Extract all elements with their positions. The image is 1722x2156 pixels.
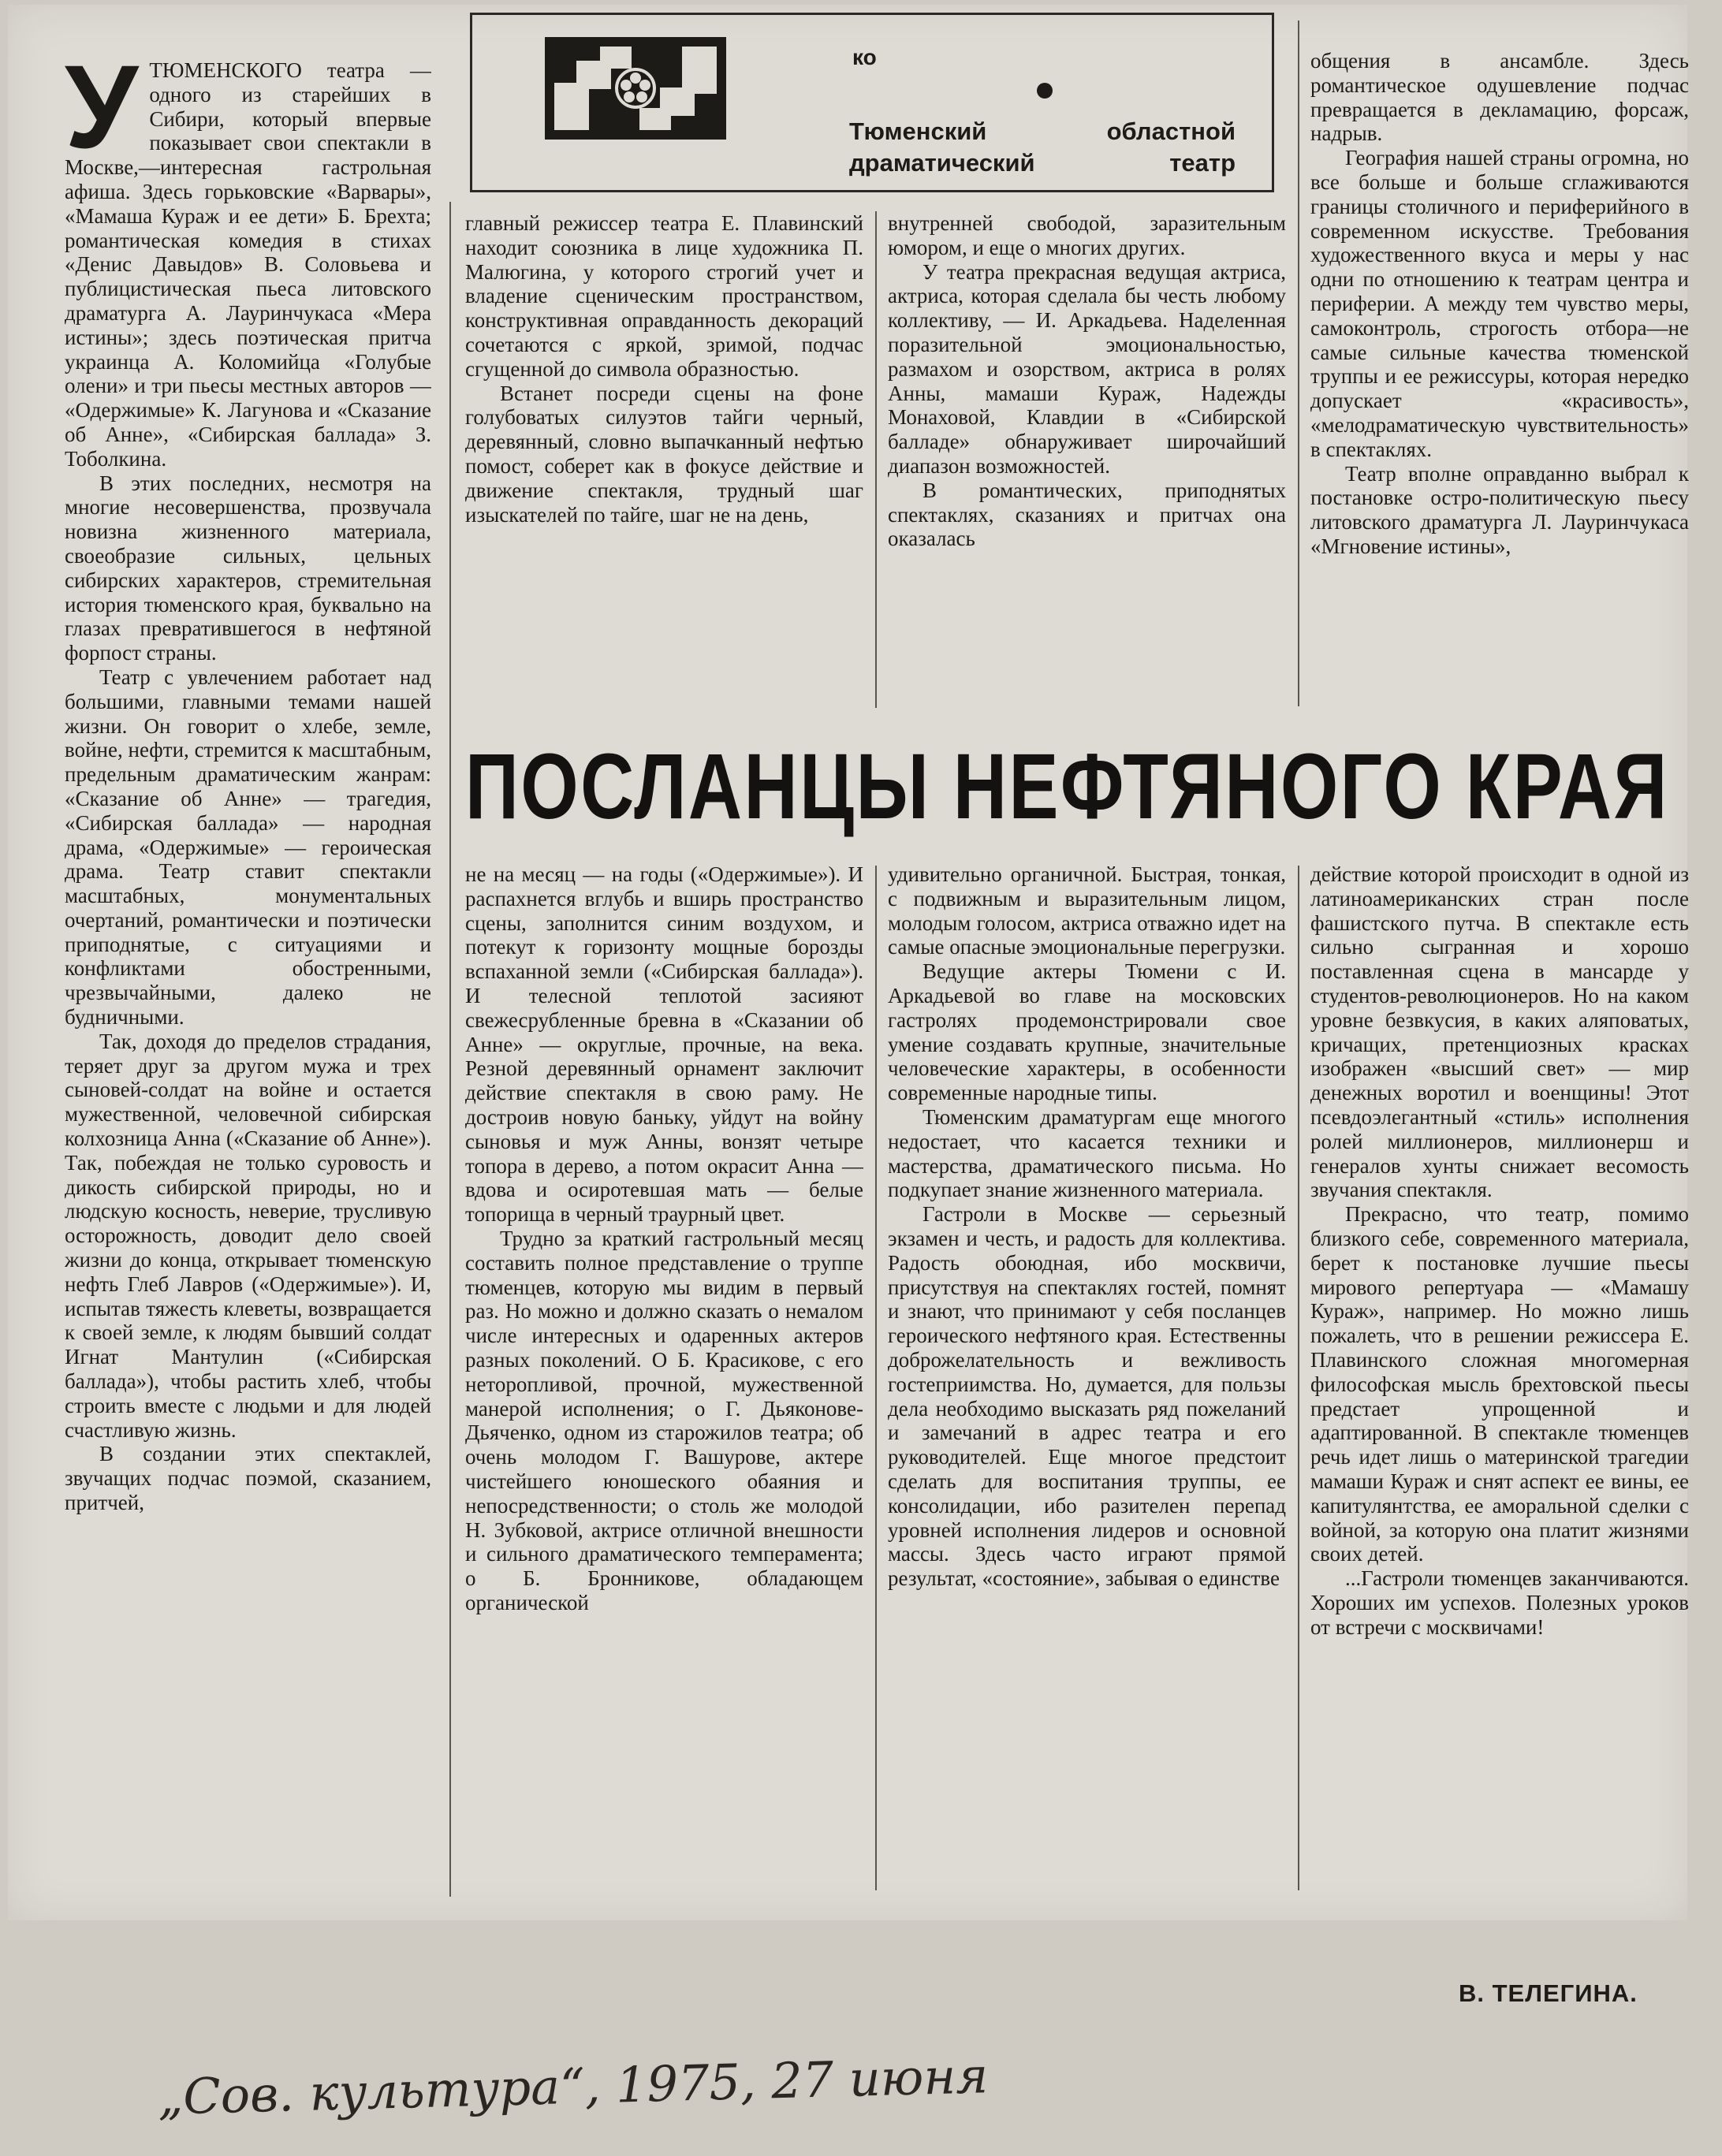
paragraph: Театр вполне оправданно выбрал к постановке остро-политическую пьесу литовского драматурга Л. Лауринчукаса «Мгновение истины», [1310,461,1689,558]
paragraph: Гастроли в Москве — серьезный экзамен и честь, и радость для коллектива. Радость обоюдная, ибо москвичи, присутствуя на спектаклях гостей, помнят и знают, что принимают у себя посланцев героического нефтяного края. Естественны доброжелательность и вежливость гостеприимства. Но, думается, для пользы дела необходимо высказать ряд пожеланий и замечаний в адрес театра и его руководителей. Еще многое предстоит сделать для воспитания труппы, ее консолидации, ибо разителен перепад уровней исполнения лидеров и основной массы. Здесь часто играют прямой результат, «состояние», забывая о единстве [888,1202,1286,1591]
paragraph: не на месяц — на годы («Одержимые»). И распахнется вглубь и вширь пространство сцены, заполнится синим воздухом, и потекут к горизонту мощные борозды вспаханной земли («Сибирская баллада»). И телесной теплотой засияют свежесрубленные бревна в «Сказании об Анне» — округлые, прочные, на века. Резной деревянный орнамент заключит действие спектакля в свою раму. Не достроив новую баньку, уйдут на войну сыновья и муж Анны, вонзят четыре топора в дерево, а потом окрасит Анна — вдова и осиротевшая мать — белые топорища в черный траурный цвет. [465,862,863,1227]
paragraph: В этих последних, несмотря на многие несовершенства, прозвучала новизна жизненного материала, своеобразие сильных, цельных сибирских характеров, стремительная история тюменского края, буквально на глазах превратившегося в нефтяной форпост страны. [65,471,431,665]
paragraph: Трудно за краткий гастрольный месяц составить полное представление о труппе тюменцев, которую мы видим в первый раз. Но можно и должно сказать о немалом числе интересных и одаренных актеров разных поколений. О Б. Красикове, с его неторопливой, прочной, мужественной манерой исполнения; о Г. Дьяконове-Дьяченко, одном из старожилов театра; об очень молодом Г. Вашурове, актере чистейшего юношеского обаяния и непосредственности; о столь же молодой Н. Зубковой, актрисе отличной внешности и сильного драматического темперамента; о Б. Бронникове, обладающем органической [465,1226,863,1614]
article-column-3 [888,211,1286,716]
paragraph: Встанет посреди сцены на фоне голубоватых силуэтов тайги черный, деревянный, словно выпачканный нефтью помост, соберет как в фокусе действие и движение спектакля, трудный шаг изыскателей по тайге, шаг не на день, [465,381,863,527]
article-column-1 [65,58,431,1899]
header-box [470,13,1274,192]
paragraph: В романтических, приподнятых спектаклях, сказаниях и притчах она оказалась [888,478,1286,551]
article-headline: ПОСЛАНЦЫ НЕФТЯНОГО КРАЯ [465,735,1669,839]
column-rule [1298,866,1299,1890]
paragraph: ...Гастроли тюменцев заканчиваются. Хороших им успехов. Полезных уроков от встречи с москвичами! [1310,1566,1689,1639]
paragraph: удивительно органичной. Быстрая, тонкая, с подвижным и выразительным лицом, молодым голосом, актриса отважно идет на самые опасные эмоциональные перегрузки. [888,862,1286,959]
paragraph: ТЮМЕНСКОГО театра — одного из старейших в Сибири, который впервые показывает свои спектакли в Москве,—интересная гастрольная афиша. Здесь горьковские «Варвары», «Мамаша Кураж и ее дети» Б. Брехта; романтическая комедия в стихах «Денис Давыдов» В. Соловьева и публицистическая пьеса литовского драматурга А. Лауринчукаса «Мера истины»; здесь поэтическая притча украинца А. Коломийца «Голубые олени» и три пьесы местных авторов — «Одержимые» К. Лагунова и «Сказание об Анне», «Сибирская баллада» З. Тоболкина. [65,58,431,471]
bullet-icon [1037,83,1053,99]
paragraph: Так, доходя до пределов страдания, теряет друг за другом мужа и трех сыновей-солдат на войне и остается мужественной, человечной сибирская колхозница Анна («Сказание об Анне»). Так, побеждая не только суровость и дикость сибирской природы, но и людскую косность, неверие, трусливую осторожность, доводит дело своей жизни до конца, открывает тюменскую нефть Глеб Лавров («Одержимые»). И, испытав тяжесть клеветы, возвращается к своей земле, к людям бывший солдат Игнат Мантулин («Сибирская баллада»), чтобы растить хлеб, чтобы строить вместе с людьми и для людей счастливую жизнь. [65,1029,431,1442]
article-column-2 [465,211,863,716]
author-signature: В. ТЕЛЕГИНА. [1459,1979,1638,2007]
handwritten-source-note: „Сов. культура“, 1975, 27 июня [157,2046,990,2126]
paragraph: Тюменским драматургам еще многого недостает, что касается техники и мастерства, драматического письма. Но подкупает знание жизненного материала. [888,1104,1286,1202]
paragraph: главный режиссер театра Е. Плавинский находит союзника в лице художника П. Малюгина, у которого строгий учет и владение сценическим пространством, конструктивная оправданность декораций сочетаются с яркой, зримой, подчас сгущенной до символа образностью. [465,211,863,381]
paragraph: География нашей страны огромна, но все больше и больше сглаживаются границы столичного и периферийного в современном искусстве. Требования художественного вкуса и меры у нас одни по отношению к театрам центра и периферии. А между тем чувство меры, самоконтроль, строгость отбора—не самые сильные качества тюменской труппы и ее режиссуры, которая нередко допускает «красивость», «мелодраматическую чувствительность» в спектаклях. [1310,146,1689,461]
newspaper-clipping [8,5,1689,2007]
column-rule [875,211,877,708]
paragraph: Ведущие актеры Тюмени с И. Аркадьевой во главе на московских гастролях продемонстрировали свое умение создавать крупные, значительные человеческие характеры, в особенности современные народные типы. [888,959,1286,1105]
paragraph: У театра прекрасная ведущая актриса, актриса, которая сделала бы честь любому коллективу, — И. Аркадьева. Наделенная поразительной эмоциональностью, размахом и озорством, актриса в ролях Анны, мамаши Кураж, Надежды Монаховой, Клавдии в «Сибирской балладе» обнаруживает широчайший диапазон возможностей. [888,259,1286,478]
paragraph: общения в ансамбле. Здесь романтическое одушевление подчас превращается в декламацию, форсаж, надрыв. [1310,49,1689,146]
header-fragment: ко [852,45,877,69]
column-rule [875,866,877,1890]
column-rule [449,202,451,1897]
article-column-4-continued [1310,862,1689,1899]
column-rule [1298,20,1299,706]
drop-cap: У [65,58,139,173]
paragraph: Театр с увлечением работает над большими, главными темами нашей жизни. Он говорит о хлебе, земле, войне, нефти, стремится к масштабным, предельным драматическим жанрам: «Сказание об Анне» — трагедия, «Сибирская баллада» — народная драма, «Одержимые» — героическая драма. Театр ставит спектакли масштабных, монументальных очертаний, романтически и поэтически приподнятые, с ситуациями и конфликтами обостренными, чрезвычайными, далеко не будничными. [65,665,431,1030]
article-column-2-continued [465,862,863,1899]
article-column-3-continued [888,862,1286,1899]
ornament-logo [545,37,726,140]
paragraph: внутренней свободой, заразительным юмором, и еще о многих других. [888,211,1286,259]
paragraph: действие которой происходит в одной из латиноамериканских стран после фашистского путча. В спектакле есть сильно сыгранная и хорошо поставленная сцена в мансарде у студентов-революционеров. Но на каком уровне безвкусия, в каких аляповатых, кричащих, претенциозных красках изображен «высший свет» — мир денежных воротил и военщины! Этот псевдоэлегантный «стиль» исполнения ролей миллионеров, миллионерш и генералов хунты снижает весомость звучания спектакля. [1310,862,1689,1202]
article-column-4 [1310,49,1689,716]
paragraph: Прекрасно, что театр, помимо близкого себе, современного материала, берет к постановке лучшие пьесы мирового репертуара — «Мамашу Кураж», например. Но можно лишь пожалеть, что в решении режиссера Е. Плавинского сложная многомерная философская мысль брехтовской пьесы предстает упрощенной и адаптированной. В спектакле тюменцев речь идет лишь о материнской трагедии мамаши Кураж и снят аспект ее вины, ее капитулянтства, ее аморальной сделки с войной, за которую она платит жизнями своих детей. [1310,1202,1689,1566]
theatre-name: Тюменский областной драматический театр [849,117,1236,177]
paragraph: В создании этих спектаклей, звучащих подчас поэмой, сказанием, притчей, [65,1442,431,1515]
